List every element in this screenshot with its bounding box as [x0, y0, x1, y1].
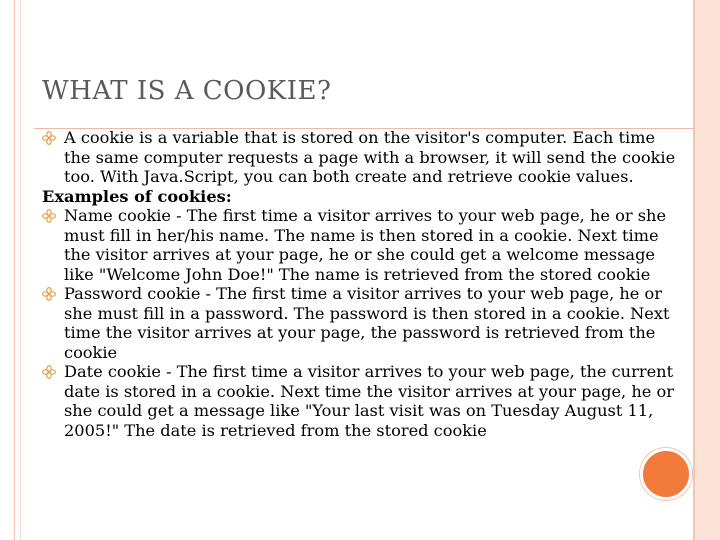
- example-bullet-name-cookie: [42, 206, 682, 284]
- examples-heading-text: Examples of cookies:: [42, 186, 232, 206]
- flower-bullet-icon: [42, 209, 56, 223]
- slide-title: WHAT IS A COOKIE?: [42, 76, 332, 106]
- example-text: Date cookie - The first time a visitor arrives to your web page, the current date is stored in a cookie. Next time the visitor arrives at your page, he or she could get a message like "Your last visit was on Tuesday August 11, 2005!" The date is retrieved from the stored cookie: [64, 362, 674, 440]
- intro-bullet: [42, 128, 682, 187]
- example-bullet-password-cookie: [42, 284, 682, 362]
- example-text: Password cookie - The first time a visitor arrives to your web page, he or she must fill in a password. The password is then stored in a cookie. Next time the visitor arrives at your page, the password is retrieved from the cookie: [64, 284, 670, 362]
- flower-bullet-icon: [42, 287, 56, 301]
- flower-bullet-icon: [42, 365, 56, 379]
- example-text: Name cookie - The first time a visitor arrives to your web page, he or she must fill in her/his name. The name is then stored in a cookie. Next time the visitor arrives at your page, he or she could get a welcome message like "Welcome John Doe!" The name is retrieved from the stored cookie: [64, 206, 667, 284]
- intro-bullet-text: A cookie is a variable that is stored on the visitor's computer. Each time the same computer requests a page with a browser, it will send the cookie too. With Java.Script, you can both create and retrieve cookie values.: [64, 128, 676, 186]
- decorative-circle: [640, 448, 692, 500]
- flower-bullet-icon: [42, 131, 56, 145]
- example-bullet-date-cookie: [42, 362, 682, 440]
- examples-heading: [42, 187, 682, 207]
- right-decorative-band: [694, 0, 720, 540]
- slide-body: [42, 122, 682, 440]
